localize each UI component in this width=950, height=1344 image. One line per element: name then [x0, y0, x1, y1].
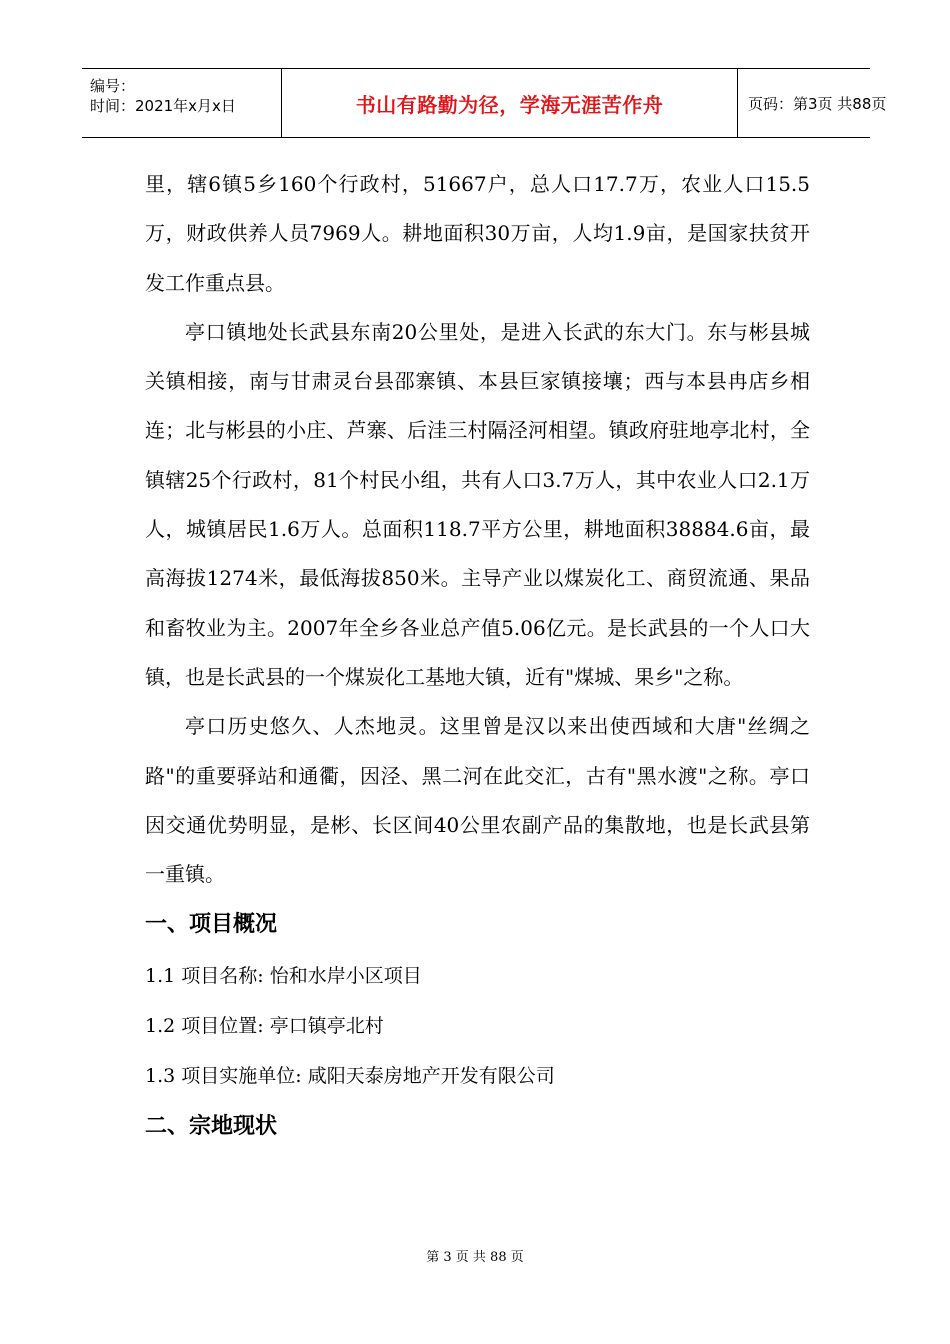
paragraph-1: 里，辖6镇5乡160个行政村，51667户，总人口17.7万，农业人口15.5万，财政供养人员7969人。耕地面积30万亩，人均1.9亩，是国家扶贫开发工作重点县。: [145, 172, 810, 295]
header-motto-cell: [282, 69, 738, 137]
header-motto: 书山有路勤为径，学海无涯苦作舟: [355, 92, 664, 117]
item-project-unit: 1.3 项目实施单位: 咸阳天泰房地产开发有限公司: [145, 1065, 555, 1088]
section-heading-overview: 一、项目概况: [145, 912, 278, 938]
header-code: 编号：: [90, 77, 136, 95]
paragraph-3: 亭口历史悠久、人杰地灵。这里曾是汉以来出使西域和大唐"丝绸之路"的重要驿站和通衢，因泾、黑二河在此交汇，古有"黑水渡"之称。亭口因交通优势明显，是彬、长区间40公里农副产品的集散地，也是长武县第一重镇。: [145, 714, 810, 887]
item-project-name: 1.1 项目名称: 怡和水岸小区项目: [145, 965, 422, 988]
section-heading-site-status: 二、宗地现状: [145, 1114, 278, 1140]
page-footer: 第 3 页 共 88 页: [426, 1250, 524, 1265]
item-project-location: 1.2 项目位置: 亭口镇亭北村: [145, 1015, 384, 1038]
header-page-info: 页码：第3页 共88页: [748, 94, 887, 113]
header-table: [82, 68, 887, 138]
header-meta-cell: [82, 69, 282, 137]
paragraph-2: 亭口镇地处长武县东南20公里处，是进入长武的东大门。东与彬县城关镇相接，南与甘肃灵台县邵寨镇、本县巨家镇接壤；西与本县冉店乡相连；北与彬县的小庄、芦寨、后洼三村隔泾河相望。镇政府驻地亭北村，全镇辖25个行政村，81个村民小组，共有人口3.7万人，其中农业人口2.1万人，城镇居民1.6万人。总面积118.7平方公里，耕地面积38884.6亩，最高海拔1274米，最低海拔850米。主导产业以煤炭化工、商贸流通、果品和畜牧业为主。2007年全乡各业总产值5.06亿元。是长武县的一个人口大镇，也是长武县的一个煤炭化工基地大镇，近有"煤城、果乡"之称。: [145, 319, 810, 689]
header-date: 时间：2021年x月x日: [90, 97, 236, 115]
document-body: [145, 160, 810, 1153]
